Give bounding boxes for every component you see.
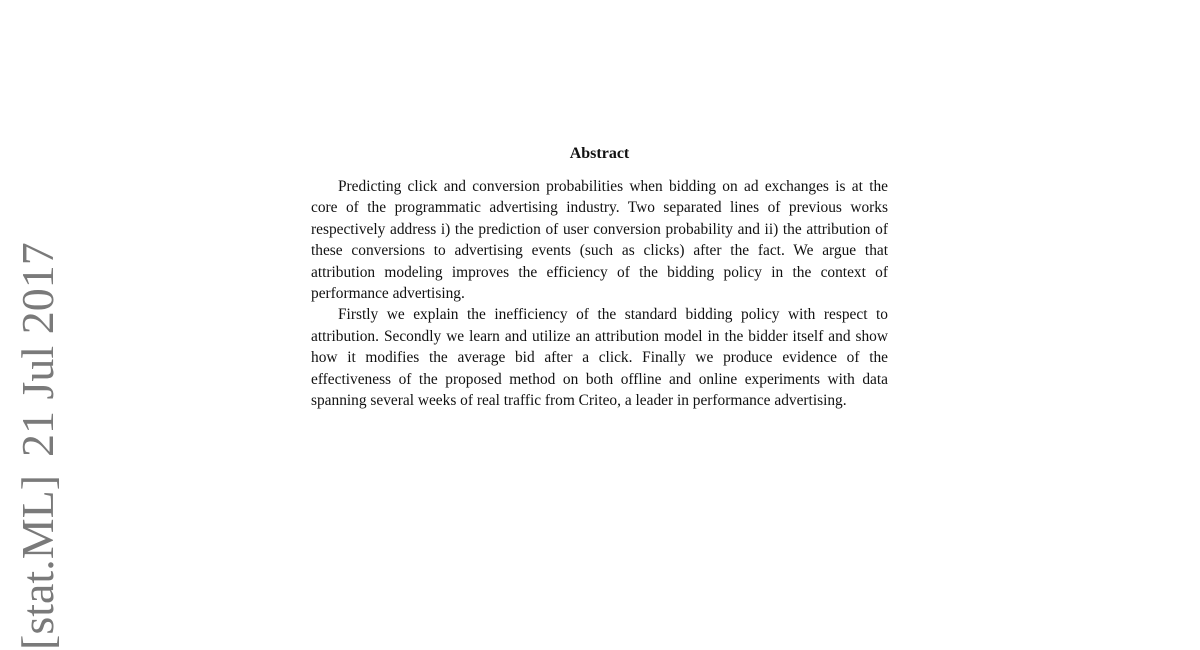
- arxiv-date: 21 Jul 2017: [12, 242, 63, 457]
- abstract-section: [311, 145, 888, 411]
- abstract-paragraph-1: Predicting click and conversion probabilities when bidding on ad exchanges is at the core of the programmatic advertising industry. Two separated lines of previous works respectively address i) the prediction of user conversion probability and ii) the attribution of these conversions to advertising events (such as clicks) after the fact. We argue that attribution modeling improves the efficiency of the bidding policy in the context of performance advertising.: [311, 178, 888, 303]
- arxiv-stamp: [12, 242, 63, 650]
- abstract-title: Abstract: [569, 145, 630, 162]
- arxiv-category: [stat.ML]: [12, 474, 63, 650]
- abstract-paragraph-2: Firstly we explain the inefficiency of the standard bidding policy with respect to attribution. Secondly we learn and utilize an attribution model in the bidder itself and show how it modifies the average bid after a click. Finally we produce evidence of the effectiveness of the proposed method on both offline and online experiments with data spanning several weeks of real traffic from Criteo, a leader in performance advertising.: [311, 306, 888, 410]
